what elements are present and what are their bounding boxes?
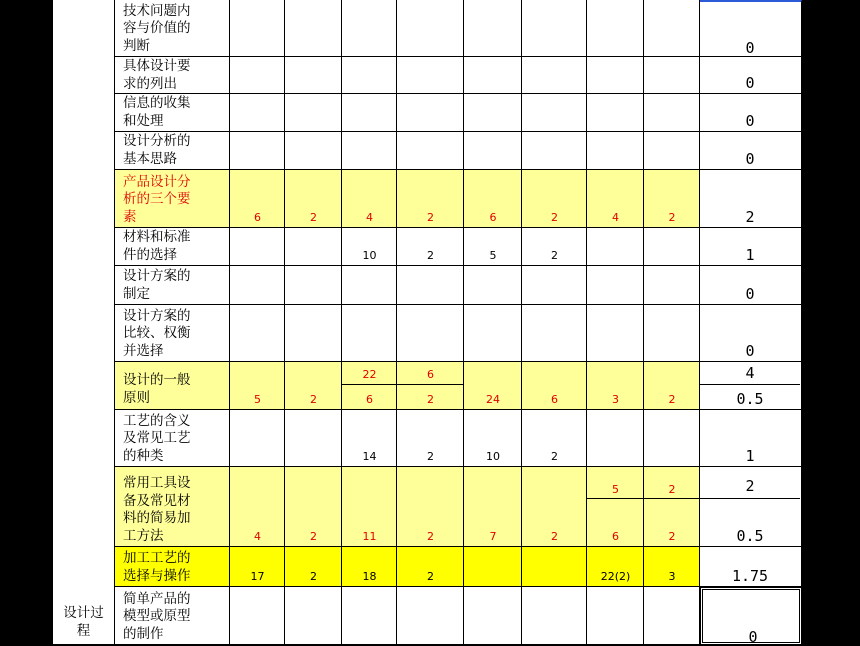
score-value: 1 xyxy=(745,246,755,264)
value-cell xyxy=(644,266,700,305)
score-cell xyxy=(700,587,802,645)
row-label: 信息的收集 和处理 xyxy=(123,95,191,129)
inner-divider xyxy=(342,384,464,385)
value-cell xyxy=(522,94,587,132)
value-number: 2 xyxy=(310,211,317,224)
value-cell xyxy=(464,305,522,362)
value-cell xyxy=(285,94,342,132)
value-number: 2 xyxy=(551,530,558,543)
value-cell xyxy=(285,57,342,94)
value-number: 2 xyxy=(427,530,434,543)
score-cell xyxy=(700,0,802,57)
row-label-cell xyxy=(115,57,230,94)
value-number: 24 xyxy=(486,393,500,406)
value-cell xyxy=(587,228,644,266)
value-cell xyxy=(230,228,285,266)
score-cell xyxy=(700,410,802,467)
value-cell xyxy=(587,305,644,362)
row-label: 简单产品的 模型或原型 的制作 xyxy=(123,590,191,642)
value-number: 5 xyxy=(254,393,261,406)
row-label: 设计方案的 制定 xyxy=(123,268,191,302)
score-cell xyxy=(700,132,802,170)
value-number: 2 xyxy=(427,249,434,262)
value-cell xyxy=(285,0,342,57)
value-cell xyxy=(522,266,587,305)
value-cell xyxy=(587,266,644,305)
score-value: 0.5 xyxy=(736,527,764,545)
value-number: 4 xyxy=(612,211,619,224)
value-number: 18 xyxy=(362,570,377,583)
value-cell xyxy=(342,0,397,57)
value-number: 2 xyxy=(427,570,434,583)
row-label: 技术问题内 容与价值的 判断 xyxy=(123,2,191,54)
value-cell xyxy=(644,228,700,266)
value-number: 17 xyxy=(250,570,265,583)
value-number: 6 xyxy=(254,211,261,224)
score-cell xyxy=(700,305,802,362)
value-cell xyxy=(644,57,700,94)
row-label: 具体设计要 求的列出 xyxy=(123,58,191,92)
value-cell xyxy=(397,132,464,170)
value-cell xyxy=(464,266,522,305)
score-cell xyxy=(700,170,802,228)
value-number: 4 xyxy=(254,530,261,543)
value-cell xyxy=(285,587,342,645)
value-cell xyxy=(522,132,587,170)
value-number: 2 xyxy=(668,530,676,543)
value-number: 3 xyxy=(668,570,676,583)
value-number: 5 xyxy=(489,249,497,262)
score-value: 0 xyxy=(745,342,755,360)
value-cell xyxy=(230,587,285,645)
score-value: 0 xyxy=(745,112,755,130)
inner-divider xyxy=(587,498,700,499)
score-value: 1.75 xyxy=(731,567,769,585)
value-cell xyxy=(285,305,342,362)
value-number: 2 xyxy=(668,211,676,224)
value-cell xyxy=(230,266,285,305)
value-number-top: 5 xyxy=(612,483,619,496)
score-value: 0 xyxy=(745,150,755,168)
value-number: 10 xyxy=(486,450,500,463)
value-number: 7 xyxy=(489,530,497,543)
value-cell xyxy=(285,132,342,170)
row-label-cell xyxy=(115,132,230,170)
row-label-cell xyxy=(115,0,230,57)
value-number-top: 6 xyxy=(427,368,434,381)
value-number: 4 xyxy=(366,211,373,224)
value-number: 2 xyxy=(310,393,317,406)
score-value: 0 xyxy=(745,39,755,57)
score-cell xyxy=(700,547,802,587)
value-cell xyxy=(342,305,397,362)
value-cell xyxy=(587,57,644,94)
value-number: 2 xyxy=(427,211,434,224)
value-cell xyxy=(230,0,285,57)
value-cell xyxy=(342,587,397,645)
value-cell xyxy=(342,94,397,132)
value-number-top: 22 xyxy=(362,368,377,381)
value-cell xyxy=(644,0,700,57)
value-cell xyxy=(230,94,285,132)
value-cell xyxy=(644,305,700,362)
row-label-cell xyxy=(115,587,230,645)
score-cell xyxy=(700,266,802,305)
value-number: 6 xyxy=(551,393,558,406)
score-value: 0 xyxy=(745,285,755,303)
value-cell xyxy=(464,94,522,132)
value-cell xyxy=(342,132,397,170)
value-cell xyxy=(397,0,464,57)
row-label-cell xyxy=(115,266,230,305)
category-cell xyxy=(52,0,115,645)
category-label: 设计过 程 xyxy=(63,605,104,639)
score-value: 2 xyxy=(745,208,755,226)
score-value: 1 xyxy=(745,447,755,465)
value-cell xyxy=(230,410,285,467)
value-number: 2 xyxy=(310,530,317,543)
score-value-top: 2 xyxy=(745,477,755,495)
value-number: 6 xyxy=(489,211,497,224)
value-cell xyxy=(587,410,644,467)
score-cell xyxy=(700,94,802,132)
value-cell xyxy=(522,0,587,57)
value-number: 2 xyxy=(668,393,676,406)
value-number: 2 xyxy=(427,393,434,406)
value-cell xyxy=(285,410,342,467)
value-cell xyxy=(464,132,522,170)
row-label-cell xyxy=(115,410,230,467)
score-value: 0 xyxy=(748,628,758,646)
value-number: 2 xyxy=(310,570,317,583)
value-number: 6 xyxy=(612,530,619,543)
score-value: 0 xyxy=(745,74,755,92)
value-cell xyxy=(644,587,700,645)
row-label-cell xyxy=(115,305,230,362)
row-label-cell xyxy=(115,170,230,228)
value-cell xyxy=(522,305,587,362)
value-cell xyxy=(397,305,464,362)
value-cell xyxy=(342,266,397,305)
value-cell xyxy=(230,57,285,94)
value-cell xyxy=(464,57,522,94)
value-number: 3 xyxy=(612,393,619,406)
row-label-cell xyxy=(115,467,230,547)
value-cell xyxy=(587,0,644,57)
value-cell xyxy=(522,547,587,587)
row-label-cell xyxy=(115,547,230,587)
value-cell xyxy=(230,305,285,362)
row-label: 工艺的含义 及常见工艺 的种类 xyxy=(123,412,191,464)
value-cell xyxy=(587,587,644,645)
row-label: 设计分析的 基本思路 xyxy=(123,133,191,167)
value-cell xyxy=(464,587,522,645)
value-number: 10 xyxy=(362,249,377,262)
value-number: 11 xyxy=(362,530,377,543)
value-number: 2 xyxy=(551,211,558,224)
value-cell xyxy=(397,94,464,132)
value-cell xyxy=(644,94,700,132)
value-number: 14 xyxy=(362,450,377,463)
row-label: 设计方案的 比较、权衡 并选择 xyxy=(123,307,191,359)
score-cell xyxy=(700,362,802,410)
spreadsheet-table xyxy=(52,0,802,645)
score-divider xyxy=(700,498,800,499)
score-cell xyxy=(700,467,802,547)
value-cell xyxy=(522,587,587,645)
value-cell xyxy=(644,132,700,170)
value-cell xyxy=(285,228,342,266)
row-label: 材料和标准 件的选择 xyxy=(123,229,191,263)
row-label-cell xyxy=(115,362,230,410)
score-divider xyxy=(700,384,800,385)
value-number: 2 xyxy=(551,249,558,262)
score-cell xyxy=(700,57,802,94)
value-cell xyxy=(587,132,644,170)
value-cell xyxy=(464,547,522,587)
row-label-cell xyxy=(115,228,230,266)
value-cell xyxy=(644,410,700,467)
value-cell xyxy=(587,94,644,132)
value-number-top: 2 xyxy=(668,483,676,496)
value-cell xyxy=(464,0,522,57)
value-cell xyxy=(397,57,464,94)
value-number: 2 xyxy=(551,450,558,463)
score-value: 0.5 xyxy=(736,390,764,408)
row-label: 常用工具设 备及常见材 料的简易加 工方法 xyxy=(123,475,191,544)
row-label-cell xyxy=(115,94,230,132)
value-number: 2 xyxy=(427,450,434,463)
score-cell xyxy=(700,228,802,266)
value-cell xyxy=(230,132,285,170)
value-number: 6 xyxy=(366,393,373,406)
row-label: 设计的一般 原则 xyxy=(123,372,191,406)
value-cell xyxy=(342,57,397,94)
value-cell xyxy=(397,587,464,645)
value-cell xyxy=(522,57,587,94)
row-label: 加工工艺的 选择与操作 xyxy=(123,550,191,584)
value-cell xyxy=(397,266,464,305)
row-label: 产品设计分 析的三个要 素 xyxy=(123,173,191,225)
score-value-top: 4 xyxy=(745,364,755,382)
value-number: 22(2) xyxy=(600,570,631,583)
value-cell xyxy=(285,266,342,305)
